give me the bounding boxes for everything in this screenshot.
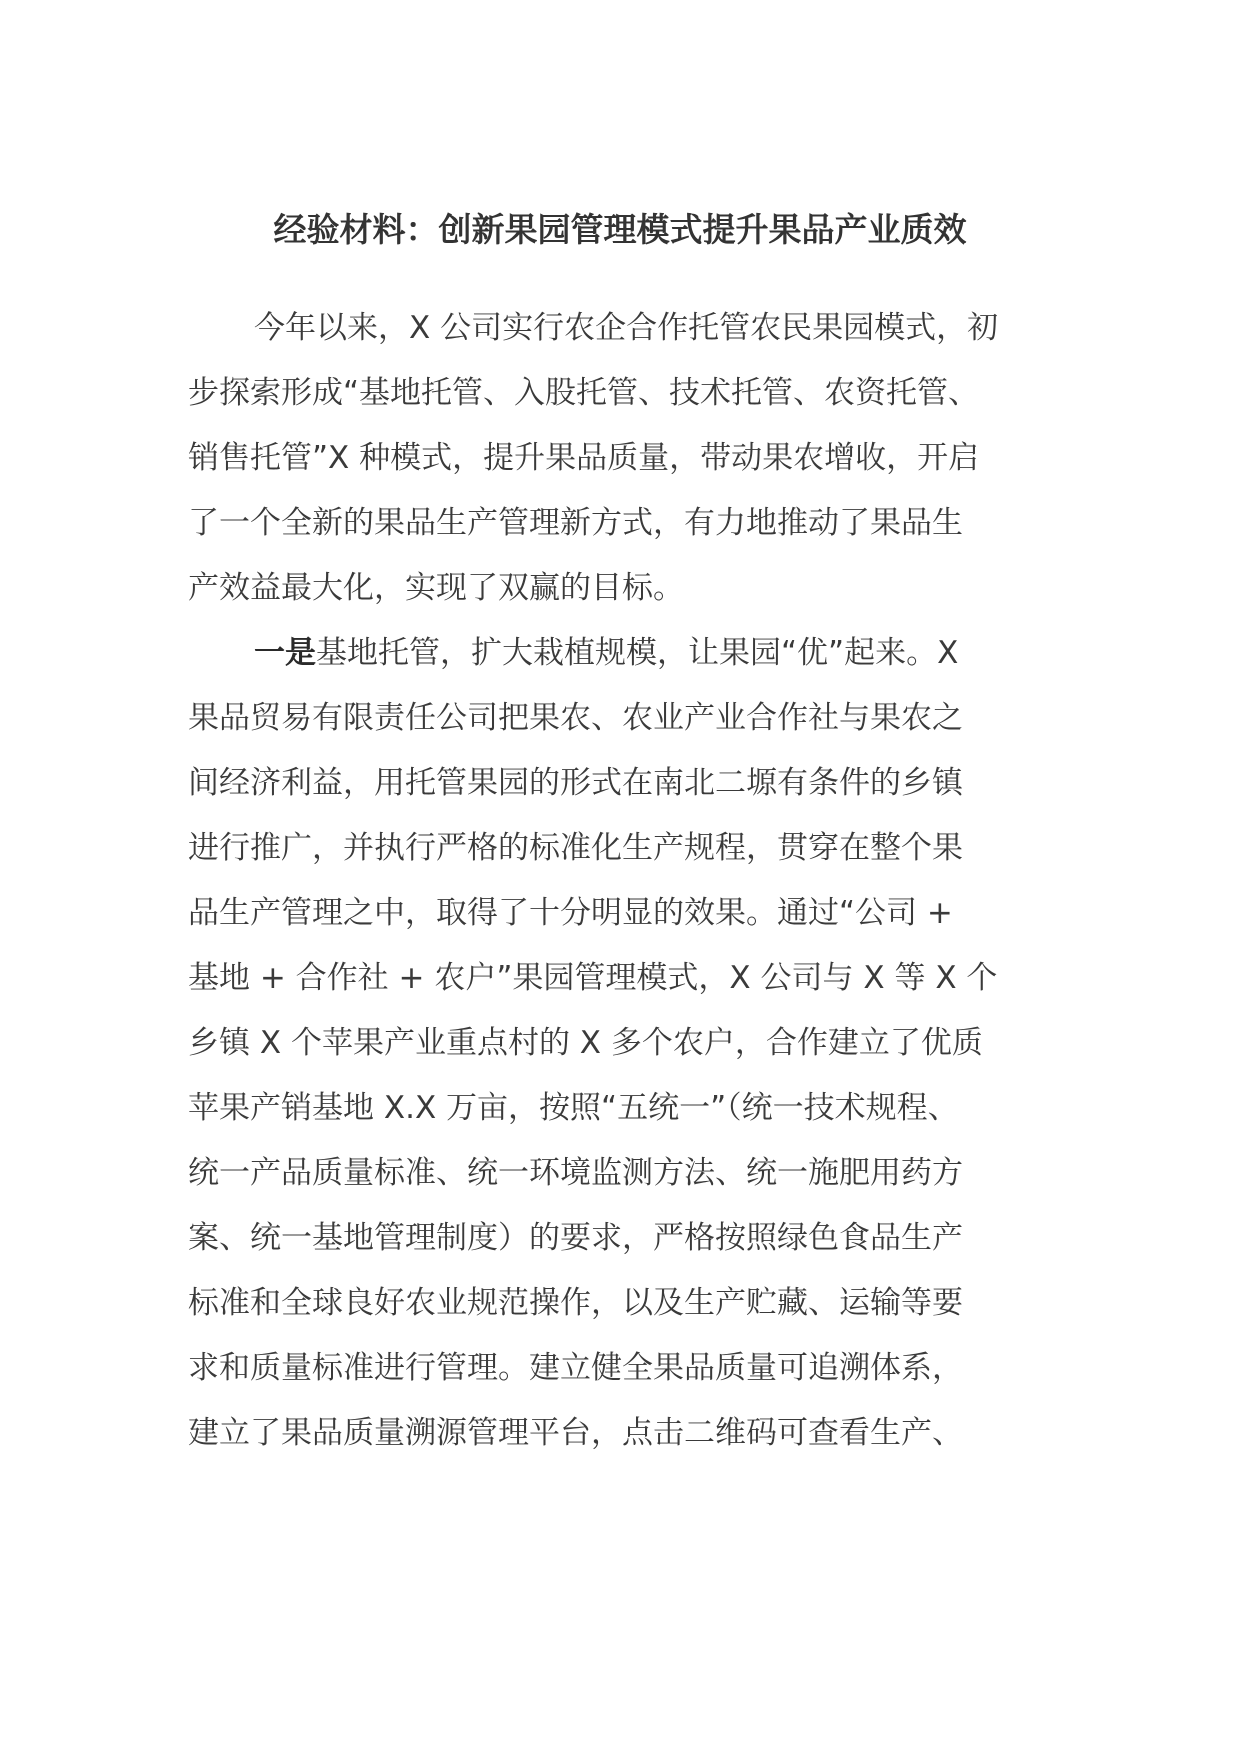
text-line: 乡镇 X 个苹果产业重点村的 X 多个农户，合作建立了优质: [188, 1025, 983, 1061]
text-line: 统一产品质量标准、统一环境监测方法、统一施肥用药方: [188, 1155, 963, 1191]
text-line: 进行推广，并执行严格的标准化生产规程，贯穿在整个果: [188, 830, 963, 866]
text-line: 求和质量标准进行管理。建立健全果品质量可追溯体系，: [188, 1350, 963, 1386]
paragraph-base-hosting: [188, 621, 1068, 1466]
text-line: 标准和全球良好农业规范操作，以及生产贮藏、运输等要: [188, 1285, 963, 1321]
paragraph-lead-label: 一是: [254, 635, 316, 671]
text-line: 案、统一基地管理制度）的要求，严格按照绿色食品生产: [188, 1220, 963, 1256]
document-body: [188, 296, 1068, 1466]
paragraph-intro: [188, 296, 1068, 621]
text-line: 今年以来，X 公司实行农企合作托管农民果园模式，初: [254, 310, 999, 346]
text-line: 苹果产销基地 X.X 万亩，按照“五统一”（统一技术规程、: [188, 1090, 959, 1126]
text-line: 果品贸易有限责任公司把果农、农业产业合作社与果农之: [188, 700, 963, 736]
text-line: 产效益最大化，实现了双赢的目标。: [188, 570, 684, 606]
text-line: 步探索形成“基地托管、入股托管、技术托管、农资托管、: [188, 375, 980, 411]
text-line: 基地 + 合作社 + 农户”果园管理模式，X 公司与 X 等 X 个: [188, 960, 998, 996]
text-line: 销售托管”X 种模式，提升果品质量，带动果农增收，开启: [188, 440, 980, 476]
text-line: 间经济利益，用托管果园的形式在南北二塬有条件的乡镇: [188, 765, 963, 801]
text-line: 建立了果品质量溯源管理平台，点击二维码可查看生产、: [188, 1415, 963, 1451]
text-line-first: [188, 621, 1068, 686]
text-line: 品生产管理之中，取得了十分明显的效果。通过“公司 +: [188, 895, 953, 931]
text-line: 了一个全新的果品生产管理新方式，有力地推动了果品生: [188, 505, 963, 541]
document-title: 经验材料：创新果园管理模式提升果品产业质效: [273, 210, 967, 249]
paragraph-lead-text: 基地托管，扩大栽植规模，让果园“优”起来。X: [316, 635, 959, 671]
